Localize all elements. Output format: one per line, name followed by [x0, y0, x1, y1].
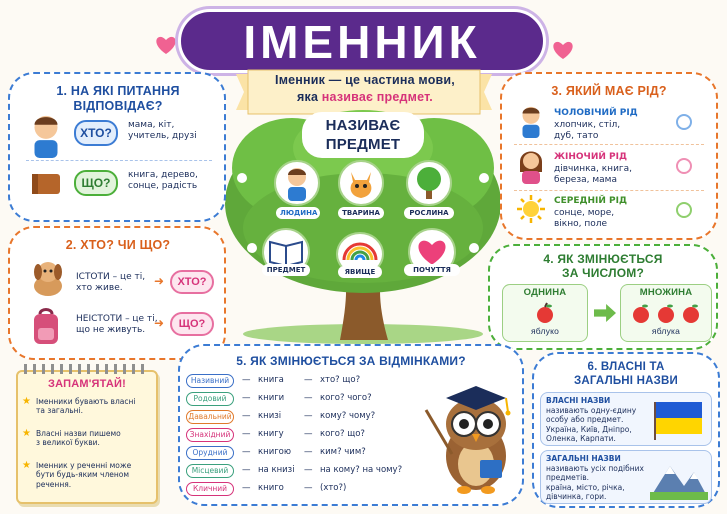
case-question: на кому? на чому? — [320, 465, 403, 475]
s6-proper-text: називають одну-єдину особу або предмет. Україна, Київ, Дніпро, Оленка, Карпати. — [546, 406, 637, 444]
s1-what-badge: ЩО? — [74, 170, 118, 196]
dog-icon — [28, 256, 68, 298]
s6-common-text: називають усіх подібних предметів. країна, місто, річка, дівчинка, гори. — [546, 464, 644, 502]
tree-label-animal: ТВАРИНА — [338, 207, 384, 219]
case-dash: — — [242, 447, 251, 457]
definition-line2a: яка — [297, 90, 322, 104]
sun-icon — [516, 194, 546, 224]
circle-marker — [676, 158, 692, 174]
s4-title — [496, 252, 710, 280]
remember-item: Іменники бувають власні та загальні. — [36, 397, 136, 416]
case-dash: — — [242, 411, 251, 421]
s2-who-badge: ХТО? — [170, 270, 214, 294]
case-dash: — — [242, 483, 251, 493]
apples-icon — [630, 302, 702, 324]
s1-title — [20, 84, 216, 114]
s4-plural-label: МНОЖИНА — [639, 287, 693, 298]
s6-proper-title: ВЛАСНІ НАЗВИ — [546, 396, 611, 405]
s4-title-l2: ЗА ЧИСЛОМ? — [561, 266, 645, 280]
case-name-pill: Кличний — [186, 482, 234, 496]
circle-marker — [676, 114, 692, 130]
case-form: на книзі — [258, 465, 295, 475]
book-icon — [28, 168, 64, 198]
definition-line1: Іменник — це частина мови, — [275, 73, 455, 87]
s1-what-examples: книга, дерево, сонце, радість — [128, 170, 198, 192]
case-form: книго — [258, 483, 284, 493]
case-dash: — — [242, 375, 251, 385]
s3-neuter-name: СЕРЕДНІЙ РІД — [554, 196, 628, 206]
case-dash: — — [304, 375, 313, 385]
boy-icon — [516, 104, 546, 138]
apple-icon — [534, 302, 556, 324]
s4-plural-word: яблука — [651, 326, 681, 336]
case-form: книга — [258, 375, 284, 385]
tree-label-plant: РОСЛИНА — [404, 207, 454, 219]
definition-text — [240, 72, 490, 106]
case-dash: — — [304, 411, 313, 421]
case-form: книзі — [258, 411, 282, 421]
heart-icon — [552, 40, 574, 60]
s1-who-badge: ХТО? — [74, 120, 118, 146]
mountains-icon — [650, 456, 708, 500]
note-spiral — [24, 364, 150, 374]
definition-highlight: називає предмет. — [321, 90, 433, 104]
tree-label-person: ЛЮДИНА — [276, 207, 320, 219]
case-question: кому? чому? — [320, 411, 376, 421]
case-dash: — — [304, 429, 313, 439]
s2-inanimate-text: НЕІСТОТИ – це ті, що не живуть. — [76, 314, 158, 336]
star-icon: ★ — [22, 428, 31, 439]
s2-title: 2. ХТО? ЧИ ЩО? — [65, 238, 171, 252]
case-name-pill: Родовий — [186, 392, 234, 406]
s1-divider — [26, 160, 212, 161]
heart-icon — [155, 35, 177, 55]
boy-icon — [283, 165, 311, 201]
s6-title-l1: 6. ВЛАСНІ ТА — [587, 361, 665, 373]
case-dash: — — [242, 465, 251, 475]
case-form: книгою — [258, 447, 292, 457]
circle-marker — [676, 202, 692, 218]
case-dash: — — [242, 429, 251, 439]
s5-title: 5. ЯК ЗМІНЮЄТЬСЯ ЗА ВІДМІНКАМИ? — [236, 354, 466, 368]
s3-title: 3. ЯКИЙ МАЄ РІД? — [551, 84, 667, 98]
s3-masculine-name: ЧОЛОВІЧИЙ РІД — [554, 108, 638, 118]
s6-title-l2: ЗАГАЛЬНІ НАЗВИ — [574, 375, 678, 387]
s3-neuter-text: сонце, море, вікно, поле — [554, 208, 615, 230]
case-form: книгу — [258, 429, 284, 439]
tree-heading — [302, 112, 424, 158]
case-question: ким? чим? — [320, 447, 366, 457]
remember-item: Іменник у реченні може бути будь-яким членом речення. — [36, 461, 132, 489]
s3-masculine-text: хлопчик, стіл, дуб, тато — [554, 120, 621, 142]
girl-icon — [516, 148, 546, 184]
book-icon — [268, 238, 304, 266]
tree-label-phenomenon: ЯВИЩЕ — [338, 266, 382, 278]
s3-feminine-text: дівчинка, книга, береза, мама — [554, 164, 633, 186]
definition-line2 — [240, 89, 490, 106]
tree-heading-l2: ПРЕДМЕТ — [325, 136, 401, 153]
case-dash: — — [304, 393, 313, 403]
star-icon: ★ — [22, 396, 31, 407]
s6-common-title: ЗАГАЛЬНІ НАЗВИ — [546, 454, 621, 463]
cat-icon — [345, 166, 377, 200]
s2-what-badge: ЩО? — [170, 312, 214, 336]
backpack-icon — [28, 306, 64, 346]
tree-icon — [413, 165, 445, 201]
case-question: кого? що? — [320, 429, 365, 439]
case-name-pill: Місцевий — [186, 464, 234, 478]
heart-icon — [416, 238, 448, 266]
s3-divider — [514, 144, 704, 145]
tree-label-feeling: ПОЧУТТЯ — [404, 264, 460, 276]
s1-title-l2: ВІДПОВІДАЄ? — [73, 99, 163, 113]
tree-heading-l1: НАЗИВАЄ — [325, 117, 401, 134]
case-name-pill: Орудний — [186, 446, 234, 460]
page-title: ІМЕННИК — [243, 16, 481, 68]
s1-title-l1: 1. НА ЯКІ ПИТАННЯ — [56, 84, 180, 98]
case-question: кого? чого? — [320, 393, 372, 403]
s1-who-examples: мама, кіт, учитель, друзі — [128, 120, 197, 142]
s4-title-l1: 4. ЯК ЗМІНЮЄТЬСЯ — [543, 252, 663, 266]
remember-title: ЗАПАМ'ЯТАЙ! — [48, 378, 126, 390]
case-form: книги — [258, 393, 285, 403]
s4-singular-word: яблуко — [530, 326, 560, 336]
case-name-pill: Давальний — [186, 410, 234, 424]
s6-title — [540, 360, 712, 388]
star-icon: ★ — [22, 460, 31, 471]
arrow-right-icon: ➜ — [154, 274, 165, 288]
owl-teacher-icon — [424, 380, 518, 496]
s2-animate-text: ІСТОТИ – це ті, хто живе. — [76, 272, 146, 294]
case-question: (хто?) — [320, 483, 347, 493]
case-name-pill: Знахідний — [186, 428, 234, 442]
tree-label-object: ПРЕДМЕТ — [262, 264, 310, 276]
arrow-right-icon: ➜ — [154, 316, 165, 330]
case-dash: — — [304, 465, 313, 475]
remember-item: Власні назви пишемо з великої букви. — [36, 429, 121, 448]
case-dash: — — [304, 447, 313, 457]
rainbow-icon — [340, 238, 380, 262]
case-name-pill: Називний — [186, 374, 234, 388]
s3-feminine-name: ЖІНОЧИЙ РІД — [554, 152, 627, 162]
s4-singular-label: ОДНИНА — [523, 287, 567, 298]
case-dash: — — [242, 393, 251, 403]
case-question: хто? що? — [320, 375, 361, 385]
case-dash: — — [304, 483, 313, 493]
ukraine-flag-icon — [652, 400, 704, 440]
s3-divider — [514, 190, 704, 191]
boy-icon — [28, 112, 64, 158]
